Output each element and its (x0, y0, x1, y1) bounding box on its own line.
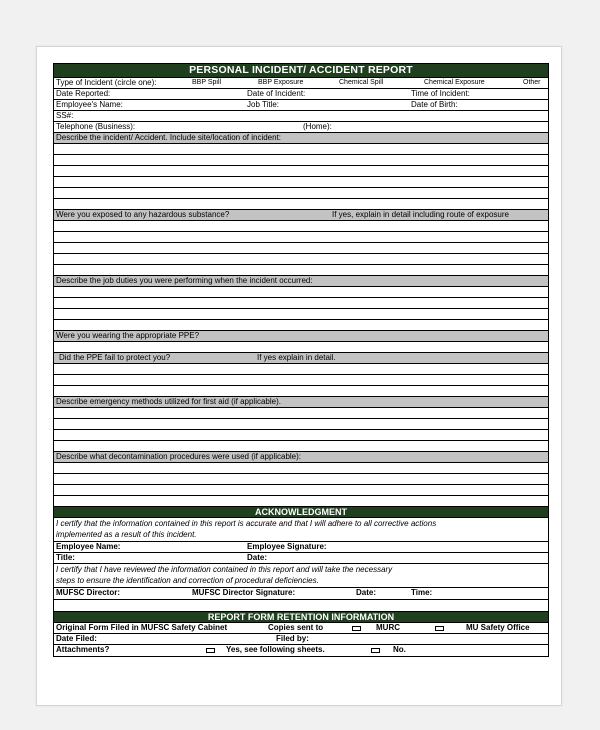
director-time-label: Time: (411, 588, 433, 597)
answer-line[interactable] (54, 320, 548, 331)
filed-by-label: Filed by: (276, 634, 309, 643)
director-signature-label: MUFSC Director Signature: (192, 588, 296, 597)
ppe-section (54, 331, 548, 342)
document-page (36, 46, 562, 706)
answer-line[interactable] (54, 496, 548, 507)
incident-report-form (53, 63, 549, 657)
exposure-followup: If yes, explain in detail including route of exposure (332, 210, 509, 219)
date-reported-label: Date Reported: (56, 89, 111, 98)
first-aid-section (54, 397, 548, 408)
time-of-incident-label: Time of Incident: (411, 89, 470, 98)
ack-date-label: Date: (247, 553, 268, 562)
attachments-row (54, 645, 548, 656)
option-chemical-spill[interactable]: Chemical Spill (339, 79, 384, 86)
original-form-row (54, 623, 548, 634)
ppe-question: Were you wearing the appropriate PPE? (56, 331, 200, 340)
date-of-birth-label: Date of Birth: (411, 100, 458, 109)
ss-row (54, 111, 548, 122)
answer-line[interactable] (54, 166, 548, 177)
original-form-label: Original Form Filed in MUFSC Safety Cabinet (56, 623, 228, 632)
attachments-no-label: No. (393, 645, 406, 654)
describe-incident-label: Describe the incident/ Accident. Include site/location of incident: (56, 133, 282, 142)
answer-line[interactable] (54, 375, 548, 386)
answer-line[interactable] (54, 441, 548, 452)
title-date-row (54, 553, 548, 564)
director-label: MUFSC Director: (56, 588, 121, 597)
director-certification-text: I certify that I have reviewed the information contained in this report and will take the necessary steps to ensure the identification and correction of procedural deficiencies. (56, 565, 393, 585)
mu-safety-label: MU Safety Office (466, 623, 530, 632)
ppe-fail-question: Did the PPE fail to protect you? (59, 353, 171, 362)
date-of-incident-label: Date of Incident: (247, 89, 306, 98)
certification-text: I certify that the information contained in this report is accurate and that I will adhere to all corrective actions implemented as a result of this incident. (56, 519, 437, 539)
retention-header: REPORT FORM RETENTION INFORMATION (54, 612, 548, 623)
answer-line[interactable] (54, 342, 548, 353)
attachments-label: Attachments? (56, 645, 110, 654)
answer-line[interactable] (54, 188, 548, 199)
telephone-business-label: Telephone (Business): (56, 122, 136, 131)
answer-line[interactable] (54, 463, 548, 474)
answer-line[interactable] (54, 485, 548, 496)
acknowledgment-header: ACKNOWLEDGMENT (54, 507, 548, 518)
exposure-section (54, 210, 548, 221)
spacer-row (54, 600, 548, 612)
decontamination-section (54, 452, 548, 463)
certification-employee (54, 518, 548, 542)
date-filed-row (54, 634, 548, 645)
murc-label: MURC (376, 623, 400, 632)
ack-title-label: Title: (56, 553, 75, 562)
answer-line[interactable] (54, 232, 548, 243)
form-title: PERSONAL INCIDENT/ ACCIDENT REPORT (54, 64, 548, 78)
describe-incident-section (54, 133, 548, 144)
certification-director (54, 564, 548, 588)
answer-line[interactable] (54, 408, 548, 419)
mu-safety-checkbox[interactable] (435, 626, 444, 631)
answer-line[interactable] (54, 430, 548, 441)
option-bbp-exposure[interactable]: BBP Exposure (258, 79, 304, 86)
employee-name-label: Employee's Name: (56, 100, 123, 109)
copies-sent-label: Copies sent to (268, 623, 324, 632)
ppe-fail-followup: If yes explain in detail. (257, 353, 336, 362)
attachments-no-checkbox[interactable] (371, 648, 380, 653)
answer-line[interactable] (54, 419, 548, 430)
answer-line[interactable] (54, 386, 548, 397)
answer-line[interactable] (54, 265, 548, 276)
dates-row (54, 89, 548, 100)
answer-line[interactable] (54, 298, 548, 309)
employee-signature-row (54, 542, 548, 553)
date-filed-label: Date Filed: (56, 634, 97, 643)
answer-line[interactable] (54, 474, 548, 485)
incident-type-label: Type of Incident (circle one): (56, 78, 157, 87)
answer-line[interactable] (54, 177, 548, 188)
option-bbp-spill[interactable]: BBP Spill (192, 79, 222, 86)
ppe-fail-section (54, 353, 548, 364)
home-phone-label: (Home): (303, 122, 332, 131)
telephone-row (54, 122, 548, 133)
employee-signature-label: Employee Signature: (247, 542, 327, 551)
ss-label: SS#: (56, 111, 74, 120)
answer-line[interactable] (54, 199, 548, 210)
director-row (54, 588, 548, 600)
ack-employee-name-label: Employee Name: (56, 542, 121, 551)
job-duties-section (54, 276, 548, 287)
option-chemical-exposure[interactable]: Chemical Exposure (424, 79, 485, 86)
employee-row (54, 100, 548, 111)
murc-checkbox[interactable] (352, 626, 361, 631)
attachments-yes-label: Yes, see following sheets. (226, 645, 325, 654)
attachments-yes-checkbox[interactable] (206, 648, 215, 653)
first-aid-label: Describe emergency methods utilized for first aid (if applicable). (56, 397, 281, 406)
answer-line[interactable] (54, 144, 548, 155)
exposure-question: Were you exposed to any hazardous substance? (56, 210, 230, 219)
incident-type-row (54, 78, 548, 89)
decontamination-label: Describe what decontamination procedures were used (if applicable): (56, 452, 302, 461)
answer-line[interactable] (54, 309, 548, 320)
option-other[interactable]: Other (523, 79, 541, 86)
answer-line[interactable] (54, 287, 548, 298)
job-title-label: Job Title: (247, 100, 280, 109)
director-date-label: Date: (356, 588, 377, 597)
answer-line[interactable] (54, 221, 548, 232)
answer-line[interactable] (54, 243, 548, 254)
answer-line[interactable] (54, 155, 548, 166)
job-duties-label: Describe the job duties you were performing when the incident occurred: (56, 276, 313, 285)
answer-line[interactable] (54, 254, 548, 265)
answer-line[interactable] (54, 364, 548, 375)
